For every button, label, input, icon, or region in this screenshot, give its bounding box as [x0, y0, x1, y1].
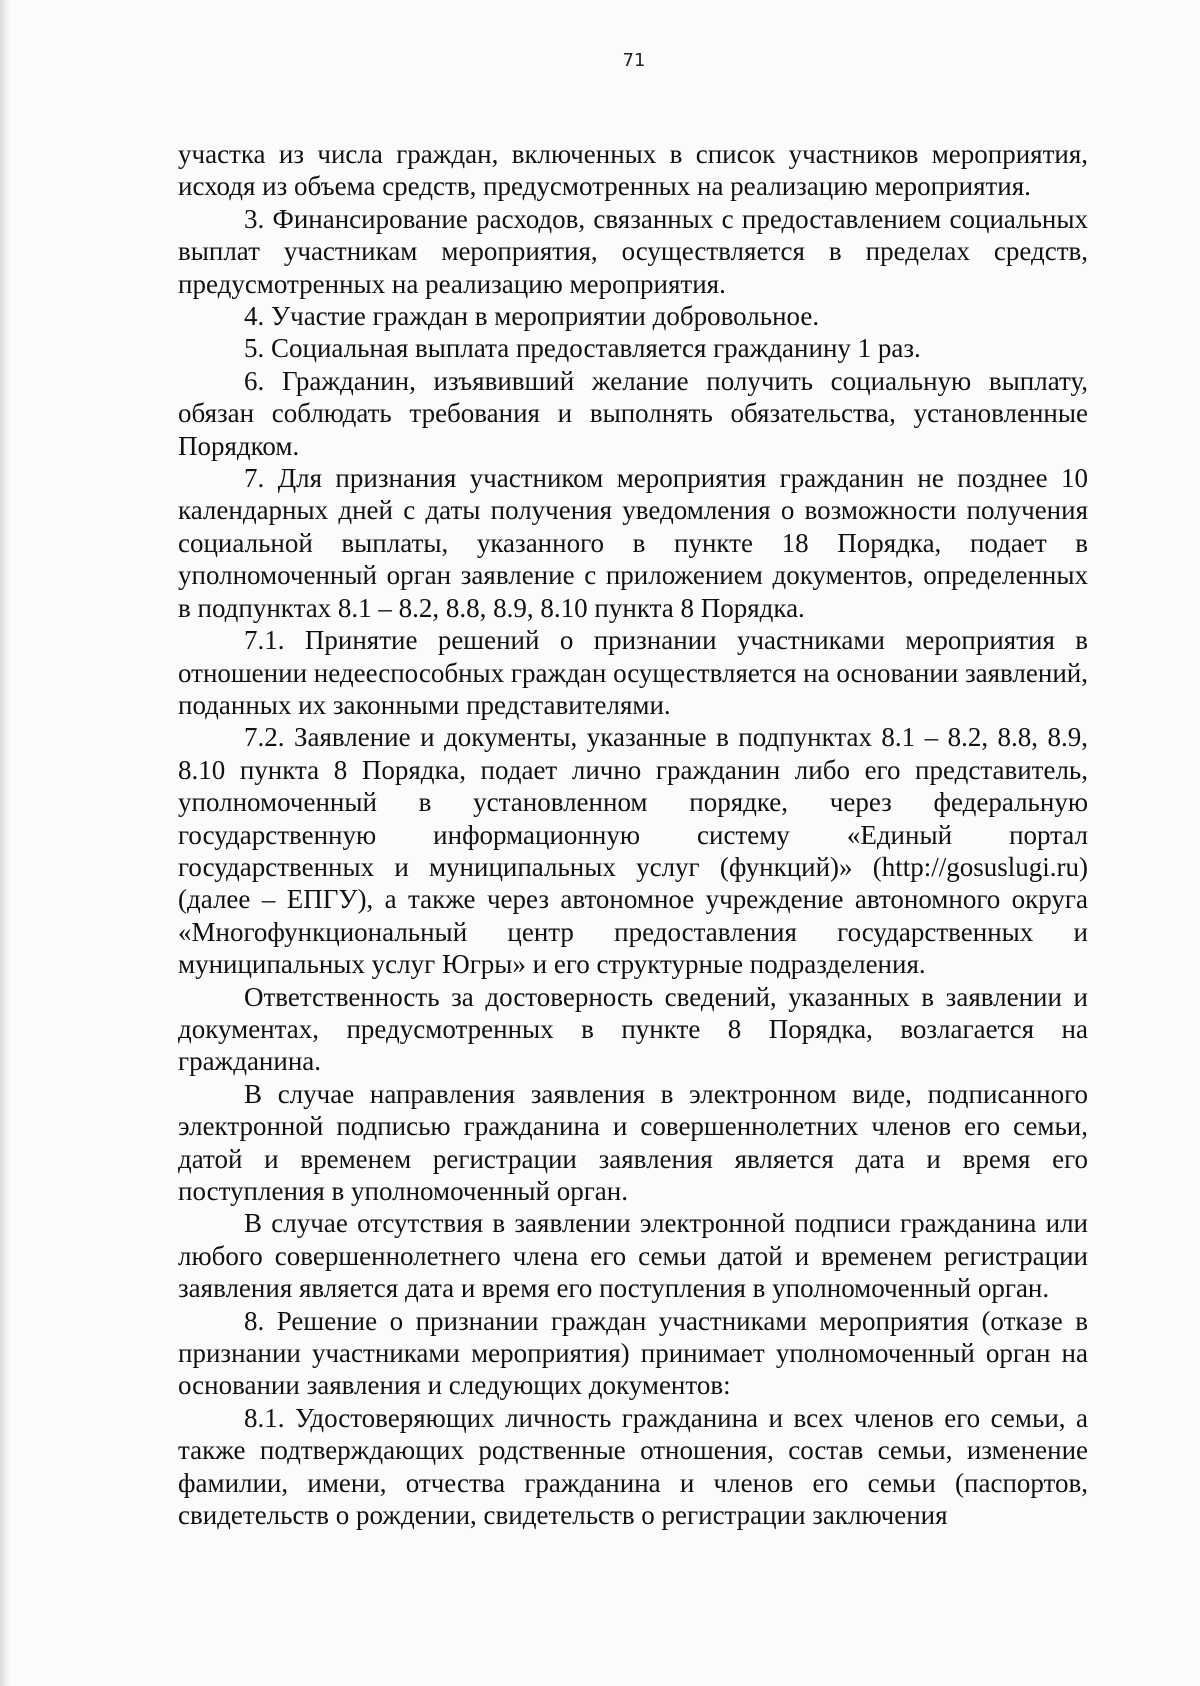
paragraph-7-2: 7.2. Заявление и документы, указанные в подпунктах 8.1 – 8.2, 8.8, 8.9, 8.10 пункта 8 Порядка, подает лично гражданин либо его представитель, уполномоченный в установленном порядке, через федеральную государственную информационную систему «Единый портал государственных и муниципальных услуг (функций)» (http://gosuslugi.ru) (далее – ЕПГУ), а также через автономное учреждение автономного округа «Многофункциональный центр предоставления государственных и муниципальных услуг Югры» и его структурные подразделения.: [178, 722, 1088, 980]
paragraph-7: 7. Для признания участником мероприятия гражданин не позднее 10 календарных дней с даты получения уведомления о возможности получения социальной выплаты, указанного в пункте 18 Порядка, подает в уполномоченный орган заявление с приложением документов, определенных в подпунктах 8.1 – 8.2, 8.8, 8.9, 8.10 пункта 8 Порядка.: [178, 463, 1088, 623]
paragraph-3: 3. Финансирование расходов, связанных с предоставлением социальных выплат участникам мероприятия, осуществляется в пределах средств, предусмотренных на реализацию мероприятия.: [178, 203, 1088, 299]
paragraph-continuation: участка из числа граждан, включенных в список участников мероприятия, исходя из объема средств, предусмотренных на реализацию мероприятия.: [178, 139, 1088, 202]
paragraph-5: 5. Социальная выплата предоставляется гражданину 1 раз.: [244, 333, 921, 364]
scan-edge: [0, 0, 10, 1686]
page-number: 71: [622, 50, 646, 71]
paragraph-8-1: 8.1. Удостоверяющих личность гражданина и всех членов его семьи, а также подтверждающих родственные отношения, состав семьи, изменение фамилии, имени, отчества гражданина и членов его семьи (паспортов, свидетельств о рождении, свидетельств о регистрации заключения: [178, 1402, 1088, 1531]
paragraph-7-1: 7.1. Принятие решений о признании участниками мероприятия в отношении недееспособных граждан осуществляется на основании заявлений, поданных их законными представителями.: [178, 625, 1088, 720]
paragraph-no-signature: В случае отсутствия в заявлении электронной подписи гражданина или любого совершеннолетнего члена его семьи датой и временем регистрации заявления является дата и время его поступления в уполномоченный орган.: [178, 1208, 1088, 1304]
document-body: [178, 138, 1088, 1531]
paragraph-responsibility: Ответственность за достоверность сведений, указанных в заявлении и документах, предусмотренных в пункте 8 Порядка, возлагается на гражданина.: [178, 981, 1088, 1077]
paragraph-electronic-submission: В случае направления заявления в электронном виде, подписанного электронной подписью гражданина и совершеннолетних членов его семьи, датой и временем регистрации заявления является дата и время его поступления в уполномоченный орган.: [178, 1078, 1088, 1206]
paragraph-6: 6. Гражданин, изъявивший желание получить социальную выплату, обязан соблюдать требования и выполнять обязательства, установленные Порядком.: [178, 365, 1088, 461]
paragraph-8: 8. Решение о признании граждан участниками мероприятия (отказе в признании участниками мероприятия) принимает уполномоченный орган на основании заявления и следующих документов:: [178, 1305, 1088, 1401]
paragraph-4: 4. Участие граждан в мероприятии добровольное.: [244, 301, 820, 332]
